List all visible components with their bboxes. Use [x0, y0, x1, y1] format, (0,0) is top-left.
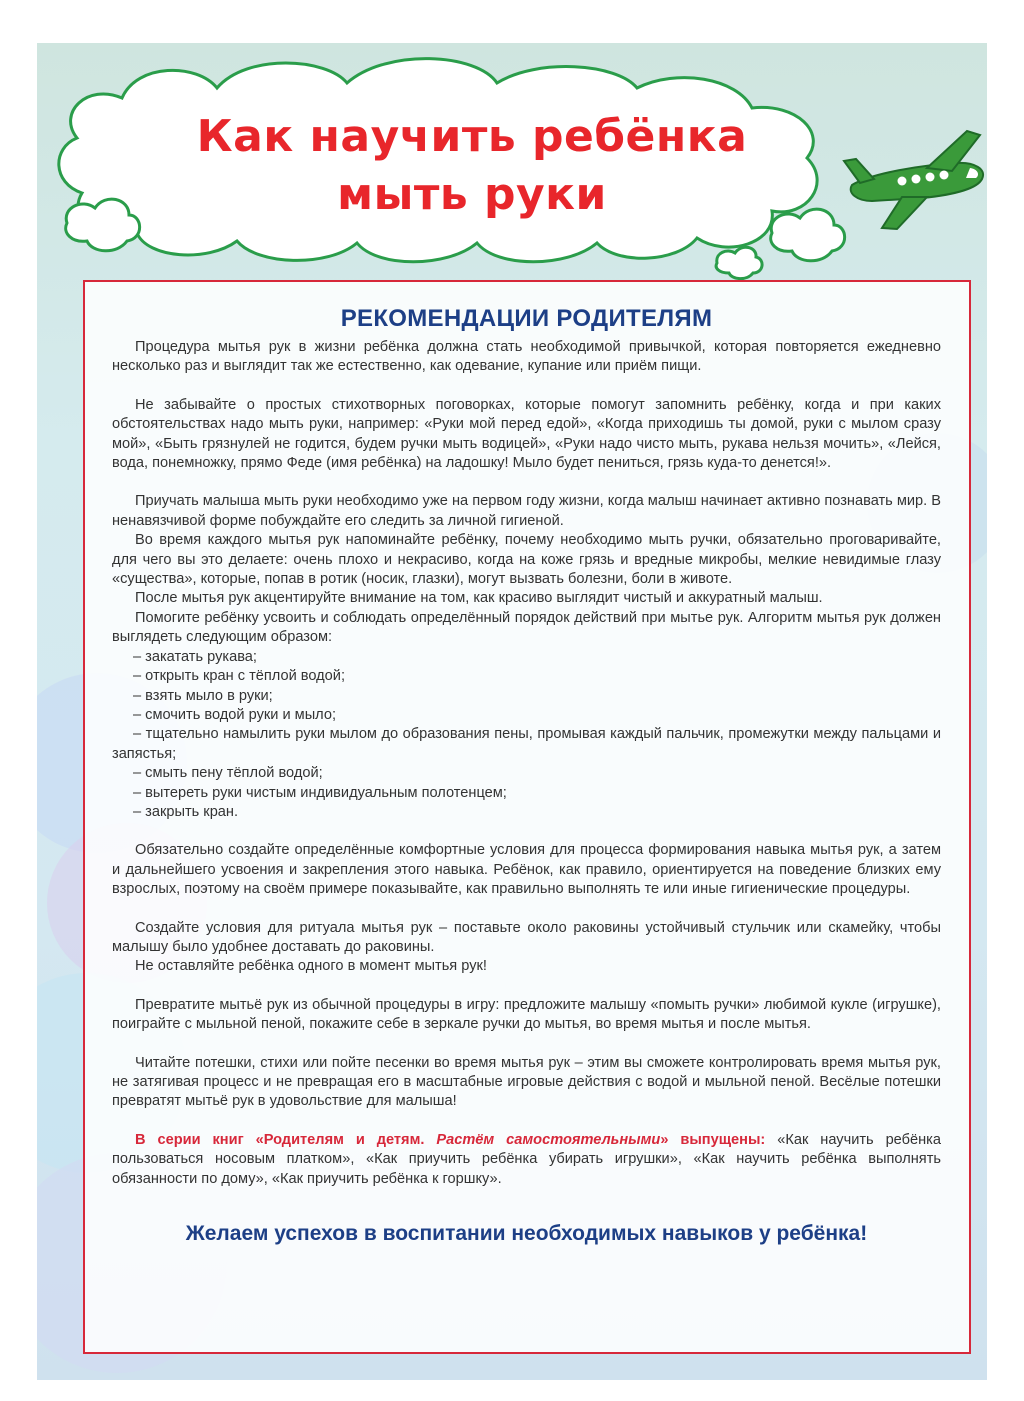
list-item: – взять мыло в руки; [133, 687, 273, 704]
section-heading: РЕКОМЕНДАЦИИ РОДИТЕЛЯМ [340, 305, 713, 332]
list-item: – закрыть кран. [133, 803, 239, 820]
list-item: – тщательно намылить руки мылом до образования пены, промывая каждый пальчик, промежутки между пальцами и запястья; [112, 726, 941, 762]
airplane-icon [842, 123, 987, 233]
list-item: – открыть кран с тёплой водой; [133, 668, 345, 685]
paragraph: Приучать малыша мыть руки необходимо уже на первом году жизни, когда малыш начинает активно познавать мир. В ненавязчивой форме побуждайте его следить за личной гигиеной. [112, 493, 941, 529]
paragraph: Превратите мытьё рук из обычной процедуры в игру: предложите малышу «помыть ручки» любимой кукле (игрушке), поиграйте с мыльной пеной, покажите себе в зеркале ручки до мытья, во время мытья и после мытья. [112, 996, 941, 1033]
steps-list [112, 648, 941, 823]
title-line-1: Как научить ребёнка [196, 111, 748, 162]
book-series-lead [135, 1132, 765, 1148]
paragraph: Создайте условия для ритуала мытья рук – поставьте около раковины устойчивый стульчик или скамейку, чтобы малышу было удобнее доставать до раковины. [112, 919, 941, 955]
paragraph: Помогите ребёнку усвоить и соблюдать определённый порядок действий при мытье рук. Алгоритм мытья рук должен выглядеть следующим образом: [112, 609, 941, 646]
paragraph: Не забывайте о простых стихотворных поговорках, которые помогут запомнить ребёнку, когда и при каких обстоятельствах надо мыть руки, например: «Руки мой перед едой», «Когда приходишь ты домой, руки с мылом сразу мой», «Быть грязнулей не годится, будем ручки мыть водицей», «Руки надо чисто мыть, рукава нельзя мочить», «Лейся, вода, понемножку, прямо Феде (имя ребёнка) на ладошку! Мыло будет пениться, грязь куда-то денется!». [112, 396, 941, 472]
title-line-2: мыть руки [337, 169, 607, 220]
book-series-note [112, 1131, 941, 1189]
paragraph: После мытья рук акцентируйте внимание на том, как красиво выглядит чистый и аккуратный малыш. [135, 590, 823, 607]
series-prefix: В серии книг «Родителям и детям. [135, 1131, 437, 1148]
recommendations-box [83, 280, 971, 1354]
paragraph: Процедура мытья рук в жизни ребёнка должна стать необходимой привычкой, которая повторяется ежедневно несколько раз и выглядит так же естественно, как одевание, купание или приём пищи. [112, 339, 941, 375]
paragraph: Читайте потешки, стихи или пойте песенки во время мытья рук – этим вы сможете контролировать время мытья рук, не затягивая процесс и не превращая его в масштабные игровые действия с водой и мыльной пеной. Весёлые потешки превратят мытьё рук в удовольствие для малыша! [112, 1054, 941, 1110]
series-suffix: » выпущены: [660, 1131, 766, 1148]
paragraph: Во время каждого мытья рук напоминайте ребёнку, почему необходимо мыть ручки, обязательно проговаривайте, для чего вы это делаете: очень плохо и некрасиво, когда на коже грязь и вредные микробы, мелкие невидимые глазу «существа», которые, попав в ротик (носик, глазки), могут вызвать болезни, боли в животе. [112, 532, 941, 588]
list-item: – вытереть руки чистым индивидуальным полотенцем; [133, 784, 507, 801]
closing-message: Желаем успехов в воспитании необходимых навыков у ребёнка! [185, 1222, 868, 1246]
series-books: «Как научить ребёнка пользоваться носовым платком», «Как приучить ребёнка убирать игрушки», «Как научить ребёнка выполнять обязанности по дому», «Как приучить ребёнка к горшку». [112, 1131, 941, 1187]
cloud-icon [716, 247, 762, 278]
paragraph-warning: Не оставляйте ребёнка одного в момент мытья рук! [135, 958, 487, 975]
list-item: – закатать рукава; [133, 648, 257, 665]
paragraph: Обязательно создайте определённые комфортные условия для процесса формирования навыка мытья рук, а затем и дальнейшего усвоения и закрепления этого навыка. Ребёнок, как правило, ориентируется на поведение близких ему взрослых, поэтому на своём примере показывайте, как правильно выполнять те или иные гигиенические процедуры. [112, 842, 941, 898]
list-item: – смыть пену тёплой водой; [133, 765, 323, 782]
page-title [137, 108, 807, 224]
series-name: Растём самостоятельными [436, 1131, 661, 1148]
list-item: – смочить водой руки и мыло; [133, 706, 337, 723]
